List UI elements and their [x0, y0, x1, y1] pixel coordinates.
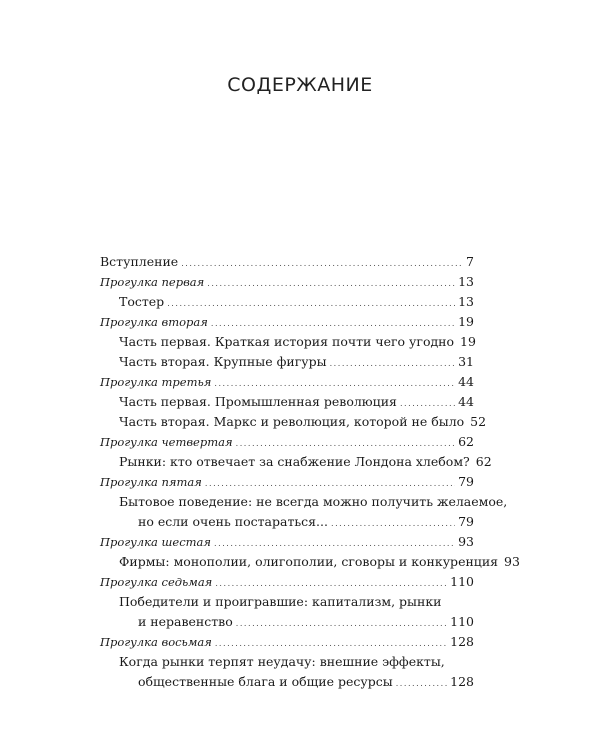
toc-page-number: 7 — [466, 254, 474, 269]
toc-entry-multiline[interactable] — [100, 592, 474, 632]
page-title: СОДЕРЖАНИЕ — [227, 74, 373, 96]
dot-leader — [215, 572, 447, 592]
toc-page-number: 93 — [458, 534, 474, 549]
dot-leader — [330, 352, 456, 372]
toc-chapter-1[interactable] — [100, 272, 474, 292]
toc-page-number: 128 — [450, 634, 474, 649]
toc-chapter-2[interactable] — [100, 312, 474, 332]
table-of-contents — [100, 252, 520, 692]
toc-page-number: 44 — [458, 374, 474, 389]
toc-entry-title: Тостер — [119, 294, 165, 309]
dot-leader — [396, 672, 447, 692]
toc-entry-title: Фирмы: монополии, олигополии, сговоры и конкуренция — [119, 554, 499, 569]
toc-page-number: 31 — [458, 354, 474, 369]
toc-entry-intro[interactable] — [100, 252, 474, 272]
toc-chapter-title: Прогулка седьмая — [100, 575, 213, 589]
toc-entry-title: Часть первая. Промышленная революция — [119, 394, 397, 409]
toc-entry-title-line2: и неравенство — [138, 614, 233, 629]
toc-page-number: 13 — [458, 274, 474, 289]
toc-entry-title-line2: но если очень постараться... — [138, 514, 328, 529]
toc-chapter-title: Прогулка первая — [100, 275, 205, 289]
toc-entry[interactable] — [100, 332, 474, 352]
toc-page-number: 19 — [458, 314, 474, 329]
toc-chapter-5[interactable] — [100, 472, 474, 492]
toc-chapter-3[interactable] — [100, 372, 474, 392]
toc-chapter-title: Прогулка пятая — [100, 475, 202, 489]
toc-entry-title-line1: Когда рынки терпят неудачу: внешние эффекты, — [119, 654, 445, 669]
toc-entry[interactable] — [100, 412, 487, 432]
toc-chapter-title: Прогулка восьмая — [100, 635, 212, 649]
dot-leader — [211, 312, 455, 332]
toc-page-number: 44 — [458, 394, 474, 409]
toc-page-number: 62 — [458, 434, 474, 449]
toc-entry-title: Вступление — [100, 254, 179, 269]
toc-chapter-7[interactable] — [100, 572, 474, 592]
toc-page-number: 110 — [450, 614, 474, 629]
toc-entry-title-line2: общественные блага и общие ресурсы — [138, 674, 393, 689]
dot-leader — [400, 392, 455, 412]
toc-chapter-title: Прогулка четвертая — [100, 435, 233, 449]
toc-chapter-4[interactable] — [100, 432, 474, 452]
toc-entry-title: Часть первая. Краткая история почти чего угодно — [119, 334, 455, 349]
toc-chapter-8[interactable] — [100, 632, 474, 652]
toc-entry[interactable] — [100, 292, 474, 312]
toc-entry[interactable] — [100, 352, 474, 372]
toc-chapter-title: Прогулка шестая — [100, 535, 212, 549]
toc-page-number: 128 — [450, 674, 474, 689]
dot-leader — [331, 512, 455, 532]
toc-chapter-title: Прогулка третья — [100, 375, 212, 389]
toc-page-number: 79 — [458, 514, 474, 529]
toc-page-number: 62 — [475, 454, 492, 469]
dot-leader — [236, 432, 455, 452]
toc-entry[interactable] — [100, 392, 474, 412]
toc-entry-title-line1: Бытовое поведение: не всегда можно получить желаемое, — [119, 494, 508, 509]
toc-page-number: 52 — [470, 414, 487, 429]
toc-entry-multiline[interactable] — [100, 652, 474, 692]
toc-page-number: 93 — [504, 554, 520, 569]
toc-page-number: 110 — [450, 574, 474, 589]
dot-leader — [205, 472, 455, 492]
dot-leader — [236, 612, 447, 632]
toc-entry-title-line1: Победители и проигравшие: капитализм, рынки — [119, 594, 442, 609]
toc-entry-title: Часть вторая. Маркс и революция, которой не было — [119, 414, 465, 429]
toc-chapter-6[interactable] — [100, 532, 474, 552]
dot-leader — [214, 372, 455, 392]
toc-entry-title: Рынки: кто отвечает за снабжение Лондона хлебом? — [119, 454, 470, 469]
dot-leader — [207, 272, 455, 292]
toc-entry-multiline[interactable] — [100, 492, 508, 532]
toc-entry[interactable] — [100, 552, 520, 572]
toc-entry-title: Часть вторая. Крупные фигуры — [119, 354, 327, 369]
toc-page-number: 19 — [460, 334, 476, 349]
dot-leader — [214, 532, 455, 552]
toc-entry[interactable] — [100, 452, 492, 472]
dot-leader — [167, 292, 455, 312]
toc-page-number: 79 — [458, 474, 474, 489]
dot-leader — [181, 252, 463, 272]
dot-leader — [215, 632, 447, 652]
toc-page-number: 13 — [458, 294, 474, 309]
toc-chapter-title: Прогулка вторая — [100, 315, 208, 329]
